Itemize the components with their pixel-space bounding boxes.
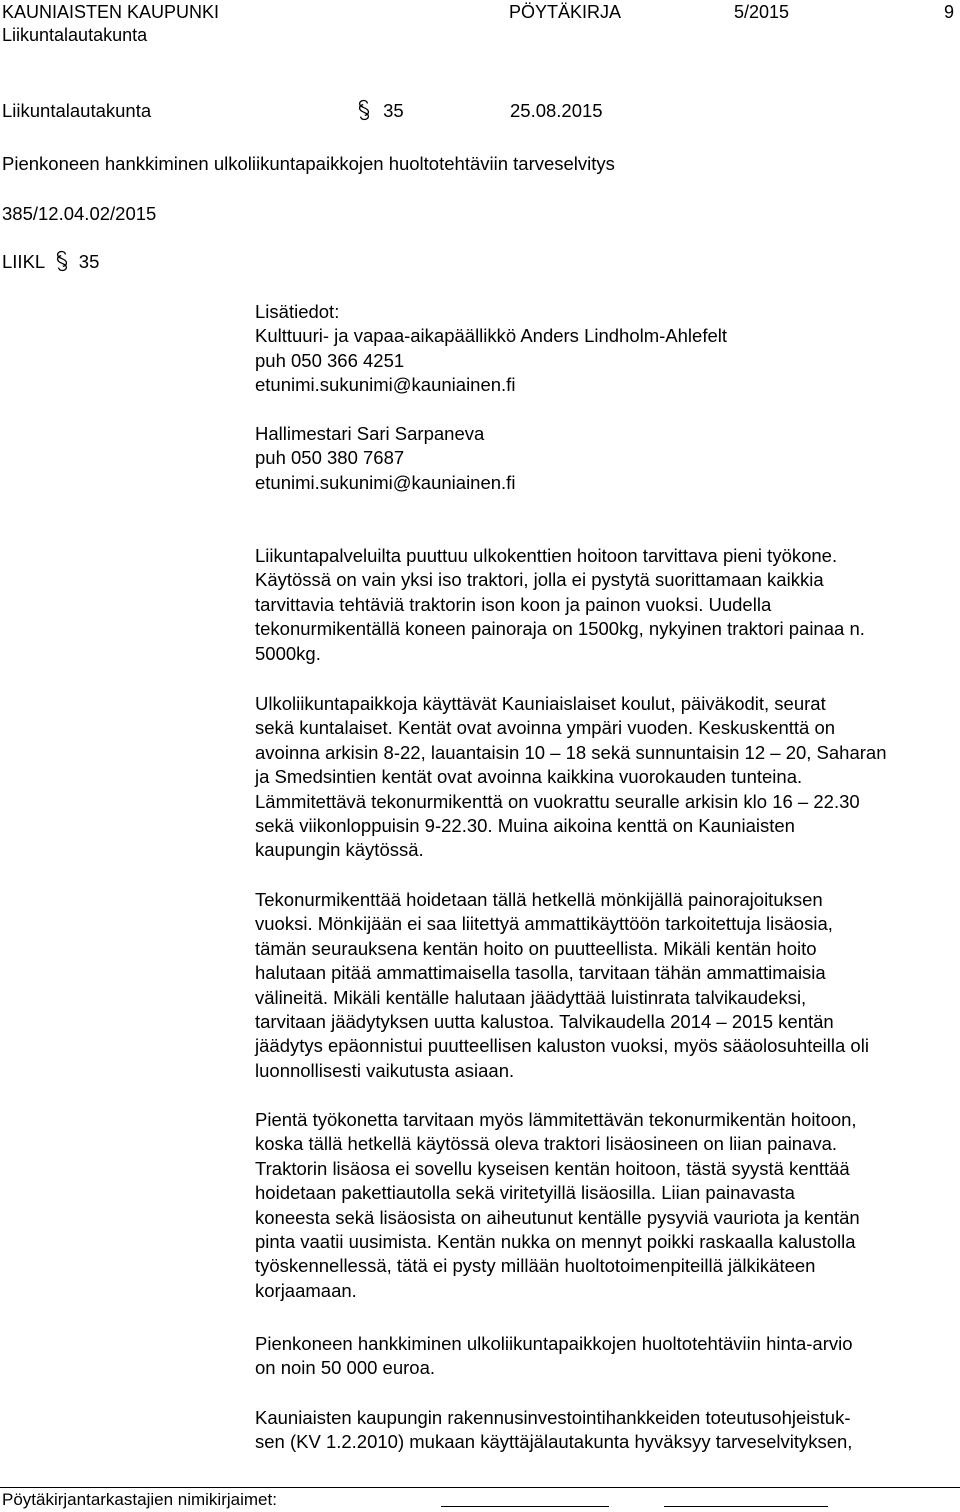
paragraph-line: hoidetaan pakettiautolla sekä viritetyillä lisäosilla. Liian painavasta (255, 1182, 795, 1204)
paragraph-3 (255, 888, 958, 1083)
paragraph-line: ja Smedsintien kentät ovat avoinna kaikkina vuorokauden tunteina. (255, 766, 803, 788)
paragraph-line: sekä viikonloppuisin 9-22.30. Muina aikoina kenttä on Kauniaisten (255, 815, 795, 837)
meeting-section (356, 99, 404, 123)
paragraph-line: työskennellessä, tätä ei pysty millään huoltotoimenpiteillä jälkikäteen (255, 1255, 816, 1277)
item-reference: 385/12.04.02/2015 (2, 203, 157, 224)
paragraph-4 (255, 1108, 958, 1303)
paragraph-line: sekä kuntalaiset. Kentät ovat avoinna ympäri vuoden. Keskuskenttä on (255, 717, 836, 739)
contact-2-name: Hallimestari Sari Sarpaneva (255, 423, 485, 444)
paragraph-line: välineitä. Mikäli kentälle halutaan jäädyttää luistinrata talvikaudeksi, (255, 986, 807, 1008)
paragraph-line: koneesta sekä lisäosista on aiheutunut kentälle pysyviä vauriota ja kentän (255, 1206, 860, 1228)
paragraph-line: pinta vaatii uusimista. Kentän nukka on mennyt poikki raskaalla kalustolla (255, 1231, 856, 1253)
item-code (2, 250, 99, 274)
paragraph-line: kaupungin käytössä. (255, 839, 424, 861)
contacts-block-2 (255, 422, 958, 495)
paragraph-line: Pientä työkonetta tarvitaan myös lämmitettävän tekonurmikentän hoitoon, (255, 1109, 857, 1130)
paragraph-line: 5000kg. (255, 642, 321, 664)
footer-divider (0, 1487, 960, 1488)
contacts-heading: Lisätiedot: (255, 301, 340, 322)
paragraph-line: halutaan pitää ammattimaisella tasolla, tarvitaan tähän ammattimaisia (255, 962, 826, 984)
paragraph-line: on noin 50 000 euroa. (255, 1357, 436, 1379)
paragraph-6 (255, 1406, 958, 1455)
item-code-number: 35 (78, 251, 100, 272)
paragraph-line: Lämmitettävä tekonurmikenttä on vuokrattu seuralle arkisin klo 16 – 22.30 (255, 790, 860, 812)
item-title: Pienkoneen hankkiminen ulkoliikuntapaikkojen huoltotehtäviin tarveselvitys (2, 153, 615, 174)
paragraph-line: korjaamaan. (255, 1279, 357, 1301)
contact-1-email: etunimi.sukunimi@kauniainen.fi (255, 374, 516, 396)
paragraph-line: sen (KV 1.2.2010) mukaan käyttäjälautakunta hyväksyy tarveselvityksen, (255, 1431, 853, 1453)
paragraph-line: tämän seurauksena kentän hoito on puutteellista. Mikäli kentän hoito (255, 937, 817, 959)
paragraph-2 (255, 692, 958, 863)
contact-2-phone: puh 050 380 7687 (255, 447, 405, 469)
paragraph-line: Ulkoliikuntapaikkoja käyttävät Kauniaislaiset koulut, päiväkodit, seurat (255, 693, 826, 714)
paragraph-line: Traktorin lisäosa ei sovellu kyseisen kentän hoitoon, tästä syystä kenttää (255, 1157, 850, 1179)
meeting-committee: Liikuntalautakunta (2, 100, 152, 121)
paragraph-line: jäädytys epäonnistui puutteellisen kaluston vuoksi, myös sääolosuhteilla oli (255, 1035, 869, 1057)
contact-1-phone: puh 050 366 4251 (255, 349, 405, 371)
paragraph-line: Liikuntapalveluilta puuttuu ulkokenttien hoitoon tarvittava pieni työkone. (255, 545, 838, 566)
paragraph-line: tarvitaan jäädytyksen uutta kalustoa. Talvikaudella 2014 – 2015 kentän (255, 1011, 834, 1033)
paragraph-5 (255, 1332, 958, 1381)
meeting-date: 25.08.2015 (510, 100, 603, 121)
paragraph-line: tarvittavia tehtäviä traktorin ison koon ja painon vuoksi. Uudella (255, 593, 772, 615)
meeting-section-number: 35 (383, 100, 404, 121)
contact-2-email: etunimi.sukunimi@kauniainen.fi (255, 471, 516, 493)
document-type: PÖYTÄKIRJA (509, 2, 622, 22)
paragraph-line: Pienkoneen hankkiminen ulkoliikuntapaikkojen huoltotehtäviin hinta-arvio (255, 1333, 853, 1354)
paragraph-line: Käytössä on vain yksi iso traktori, jolla ei pystytä suorittamaan kaikkia (255, 569, 824, 591)
paragraph-line: vuoksi. Mönkijään ei saa liitettyä ammattikäyttöön tarkoitettuja lisäosia, (255, 913, 833, 935)
item-code-label: LIIKL (2, 251, 45, 272)
contacts-block (255, 300, 958, 398)
organization-name: KAUNIAISTEN KAUPUNKI (2, 2, 220, 22)
footer-initials-label: Pöytäkirjantarkastajien nimikirjaimet: (2, 1490, 277, 1509)
document-number: 5/2015 (734, 2, 790, 22)
paragraph-1 (255, 544, 958, 666)
signature-line-2[interactable] (664, 1506, 828, 1507)
contact-1-name: Kulttuuri- ja vapaa-aikapäällikkö Anders Lindholm-Ahlefelt (255, 325, 728, 347)
paragraph-line: avoinna arkisin 8-22, lauantaisin 10 – 18 sekä sunnuntaisin 12 – 20, Saharan (255, 741, 887, 763)
department-name: Liikuntalautakunta (2, 25, 148, 45)
paragraph-line: Tekonurmikenttää hoidetaan tällä hetkellä mönkijällä painorajoituksen (255, 889, 823, 910)
paragraph-line: Kauniaisten kaupungin rakennusinvestointihankkeiden toteutusohjeistuk- (255, 1407, 851, 1428)
signature-line-1[interactable] (441, 1506, 609, 1507)
section-sign-icon (54, 250, 70, 272)
paragraph-line: luonnollisesti vaikutusta asiaan. (255, 1059, 515, 1081)
page-number: 9 (944, 2, 955, 22)
paragraph-line: tekonurmikentällä koneen painoraja on 1500kg, nykyinen traktori painaa n. (255, 618, 865, 640)
paragraph-line: koska tällä hetkellä käytössä oleva traktori lisäosineen on liian painava. (255, 1133, 838, 1155)
section-sign-icon (356, 99, 372, 121)
